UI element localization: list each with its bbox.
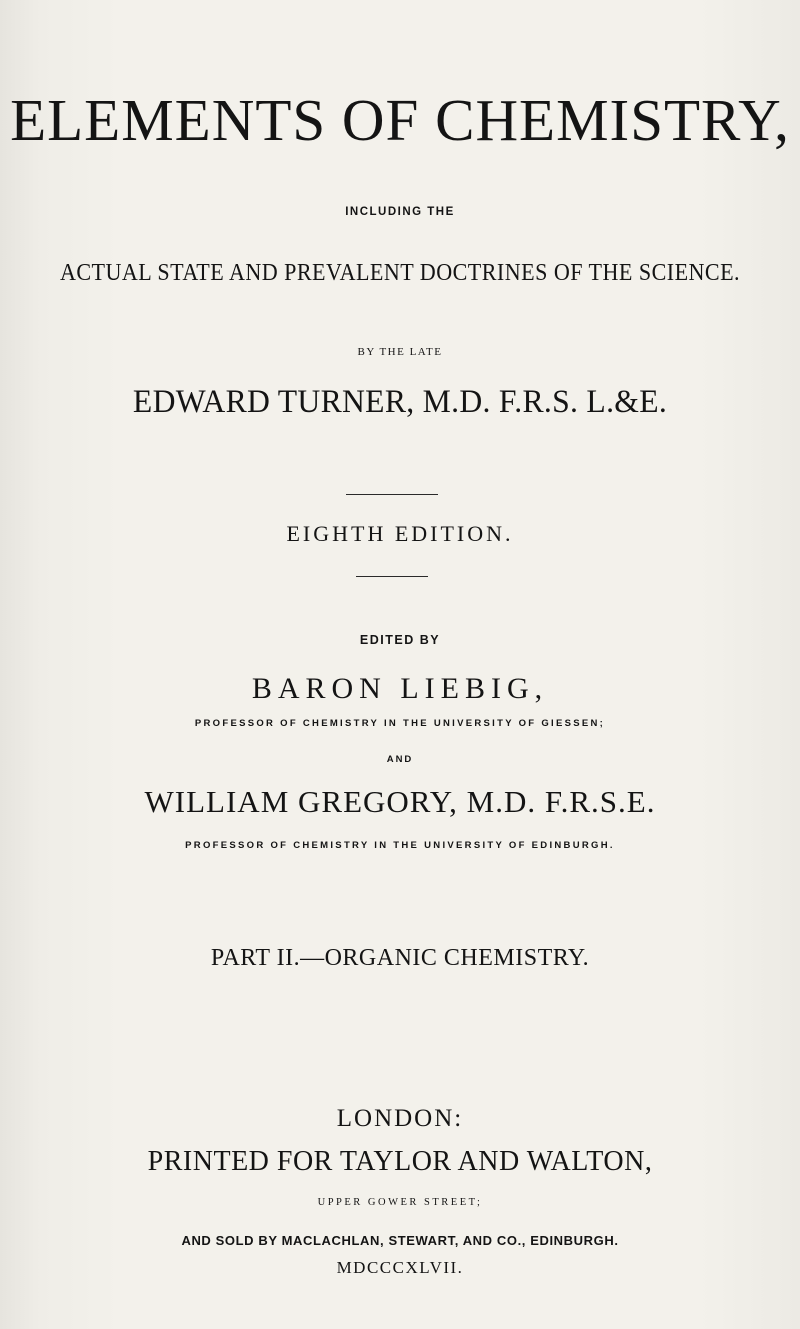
imprint-city: LONDON: bbox=[336, 1105, 464, 1132]
imprint-sold-by: AND SOLD BY MACLACHLAN, STEWART, AND CO., EDINBURGH. bbox=[181, 1233, 619, 1248]
editor-liebig-affiliation: PROFESSOR OF CHEMISTRY IN THE UNIVERSITY OF GIESSEN; bbox=[194, 718, 606, 729]
subtitle: ACTUAL STATE AND PREVALENT DOCTRINES OF THE SCIENCE. bbox=[59, 260, 741, 286]
divider-rule-bottom bbox=[356, 576, 428, 577]
divider-rule-top bbox=[346, 494, 438, 495]
book-title: ELEMENTS OF CHEMISTRY, bbox=[10, 87, 790, 153]
imprint-date: MDCCCXLVII. bbox=[336, 1258, 464, 1277]
edited-by-line: EDITED BY bbox=[359, 633, 441, 647]
editor-gregory-name: WILLIAM GREGORY, M.D. F.R.S.E. bbox=[144, 784, 656, 819]
part-heading: PART II.—ORGANIC CHEMISTRY. bbox=[210, 945, 590, 971]
edition-line: EIGHTH EDITION. bbox=[286, 521, 514, 546]
imprint-printer: PRINTED FOR TAYLOR AND WALTON, bbox=[147, 1146, 653, 1177]
by-the-late-line: BY THE LATE bbox=[357, 346, 443, 358]
author-name: EDWARD TURNER, M.D. F.R.S. L.&E. bbox=[132, 384, 668, 420]
editor-liebig-name: BARON LIEBIG, bbox=[251, 672, 549, 705]
editor-gregory-affiliation: PROFESSOR OF CHEMISTRY IN THE UNIVERSITY OF EDINBURGH. bbox=[185, 840, 615, 851]
and-line: AND bbox=[386, 754, 414, 765]
including-line: INCLUDING THE bbox=[345, 206, 455, 218]
imprint-address: UPPER GOWER STREET; bbox=[317, 1197, 483, 1208]
